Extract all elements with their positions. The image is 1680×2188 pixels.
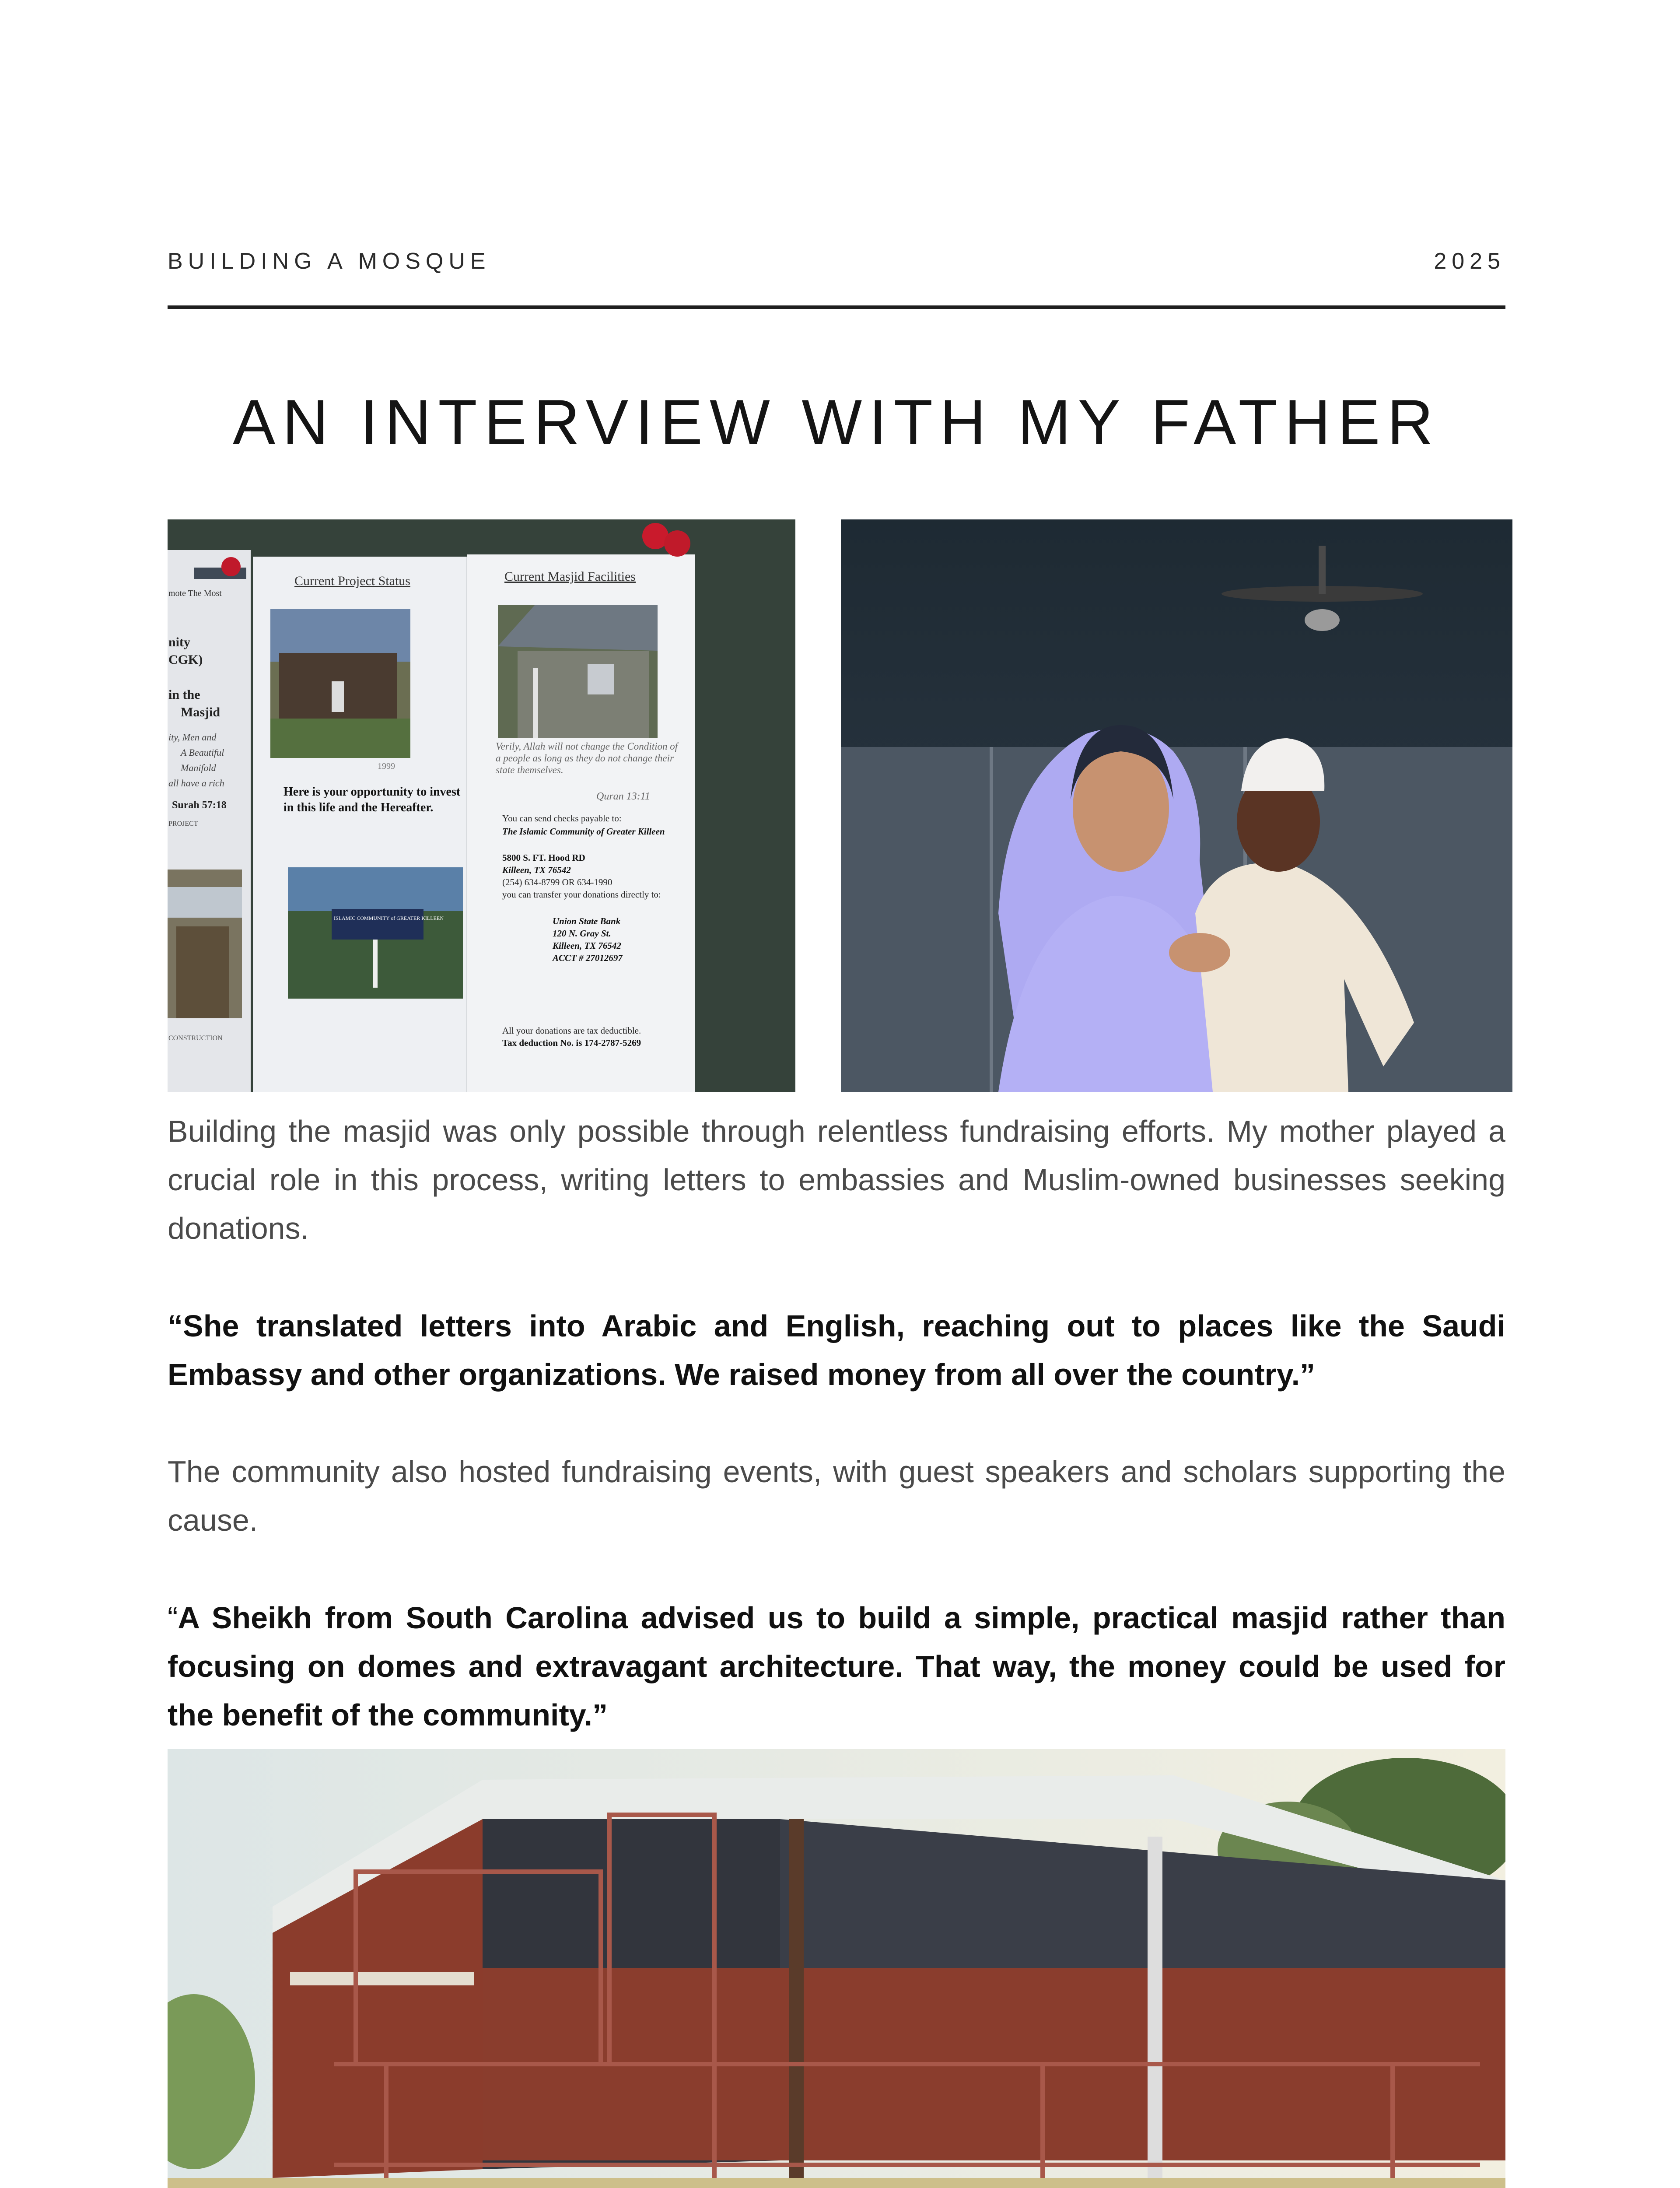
flyer-bank-address1: 120 N. Gray St.	[553, 928, 611, 939]
flyer-project-heading: Current Project Status	[294, 574, 410, 588]
flyer-bank-name: Union State Bank	[553, 916, 621, 926]
flyer-invest-text: Here is your opportunity to invest in this life and the Hereafter.	[284, 785, 461, 814]
flyer-transfer-note: you can transfer your donations directly to:	[502, 889, 661, 900]
masjid-construction-photo	[168, 1749, 1505, 2188]
flyer-year-note: 1999	[378, 761, 395, 771]
flyer-bank-acct: ACCT # 27012697	[553, 953, 623, 963]
flyer-col1-text: Manifold	[181, 762, 216, 773]
flyer-verse: Verily, Allah will not change the Condition of a people as long as they do not change their state themselves.	[496, 741, 678, 775]
flyer-col1-text: Surah 57:18	[172, 799, 227, 811]
flyer-col1-text: CGK)	[168, 652, 203, 667]
flyer-col1-text: mote The Most	[168, 589, 222, 598]
flyer-col1-text: nity	[168, 635, 191, 649]
flyer-col1-text: in the	[168, 687, 200, 702]
fundraising-flyer-photo	[168, 519, 795, 1092]
flyer-col1-text: A Beautiful	[181, 747, 224, 758]
flyer-phone: (254) 634-8799 OR 634-1990	[502, 877, 612, 887]
quote-open-mark: “	[168, 1601, 178, 1635]
flyer-col1-text: all have a rich	[168, 778, 224, 789]
flyer-tax-no: Tax deduction No. is 174-2787-5269	[502, 1038, 641, 1048]
paragraph-events: The community also hosted fundraising events, with guest speakers and scholars supporting the cause.	[168, 1455, 1505, 1537]
flyer-deductible: All your donations are tax deductible.	[502, 1025, 641, 1036]
flyer-address1: 5800 S. FT. Hood RD	[502, 852, 585, 863]
paragraph-fundraising: Building the masjid was only possible through relentless fundraising efforts. My mother played a crucial role in this process, writing letters to embassies and Muslim-owned businesses seeking donations.	[168, 1114, 1505, 1245]
series-label: BUILDING A MOSQUE	[168, 249, 491, 274]
page-title: AN INTERVIEW WITH MY FATHER	[232, 386, 1440, 458]
pin-icon	[221, 557, 241, 576]
flyer-col1-text: ity, Men and	[168, 732, 217, 743]
quote-translation: “She translated letters into Arabic and English, reaching out to places like the Saudi Embassy and other organizations. We raised money from all over the country.”	[168, 1309, 1505, 1392]
flyer-verse-ref: Quran 13:11	[596, 791, 650, 802]
mother-and-child-photo	[841, 519, 1512, 1092]
flyer-col1-text: PROJECT	[168, 820, 198, 828]
flyer-bank-address2: Killeen, TX 76542	[553, 940, 621, 951]
header-divider	[168, 305, 1505, 309]
flyer-facilities-heading: Current Masjid Facilities	[504, 569, 636, 584]
quote-sheikh	[168, 1594, 1505, 1739]
flyer-sign-text: ISLAMIC COMMUNITY of GREATER KILLEEN	[334, 915, 444, 921]
flyer-org-name: The Islamic Community of Greater Killeen	[502, 826, 665, 837]
flyer-checks-intro: You can send checks payable to:	[502, 813, 622, 824]
year-label: 2025	[1434, 249, 1505, 274]
quote-sheikh-text: A Sheikh from South Carolina advised us to build a simple, practical masjid rather than focusing on domes and extravagant architecture. That way, the money could be used for the benefit of the community.”	[168, 1601, 1505, 1732]
pin-icon	[664, 530, 690, 557]
flyer-col1-text: Masjid	[181, 705, 220, 719]
flyer-col1-text: CONSTRUCTION	[168, 1034, 223, 1042]
flyer-address2: Killeen, TX 76542	[502, 865, 571, 875]
